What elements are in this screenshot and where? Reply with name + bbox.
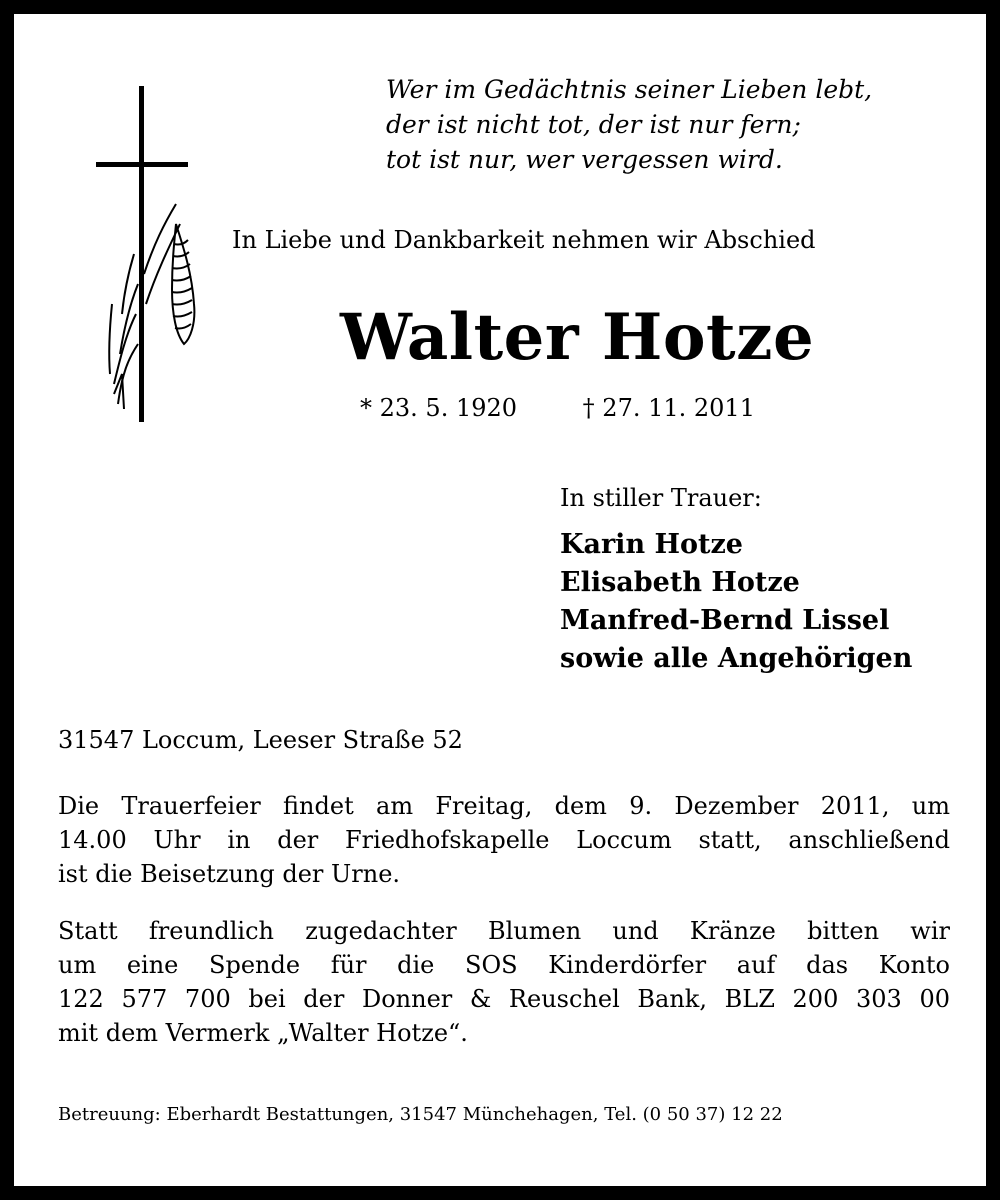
donation-paragraph [58,914,950,1050]
donation-line: 122 577 700 bei der Donner & Reuschel Bank, BLZ 200 303 00 [58,985,950,1013]
mourners-list [560,526,912,678]
life-dates [360,394,755,422]
family-address: 31547 Loccum, Leeser Straße 52 [58,726,463,754]
deceased-name: Walter Hotze [340,300,815,375]
memorial-quote [386,72,872,177]
donation-line: Statt freundlich zugedachter Blumen und Kränze bitten wir [58,917,950,945]
birth-date: * 23. 5. 1920 [360,394,518,422]
mourner-name: Karin Hotze [560,529,743,560]
mourner-name: sowie alle Angehörigen [560,643,913,674]
mourners-heading: In stiller Trauer: [560,484,762,512]
ceremony-line: 14.00 Uhr in der Friedhofskapelle Loccum statt, anschließend [58,826,950,854]
ceremony-line: Die Trauerfeier findet am Freitag, dem 9. Dezember 2011, um [58,792,950,820]
funeral-home-footer: Betreuung: Eberhardt Bestattungen, 31547 Münchehagen, Tel. (0 50 37) 12 22 [58,1104,783,1125]
mourner-name: Manfred-Bernd Lissel [560,605,890,636]
donation-line: um eine Spende für die SOS Kinderdörfer auf das Konto [58,951,950,979]
quote-line: Wer im Gedächtnis seiner Lieben lebt, [386,75,873,104]
death-date: † 27. 11. 2011 [582,394,755,422]
ceremony-paragraph [58,789,950,891]
farewell-intro: In Liebe und Dankbarkeit nehmen wir Abschied [232,226,816,254]
donation-line: mit dem Vermerk „Walter Hotze“. [58,1019,468,1047]
cross-with-wheat-icon [84,74,214,434]
quote-line: tot ist nur, wer vergessen wird. [386,145,783,174]
quote-line: der ist nicht tot, der ist nur fern; [386,110,801,139]
ceremony-line: ist die Beisetzung der Urne. [58,860,401,888]
mourner-name: Elisabeth Hotze [560,567,800,598]
